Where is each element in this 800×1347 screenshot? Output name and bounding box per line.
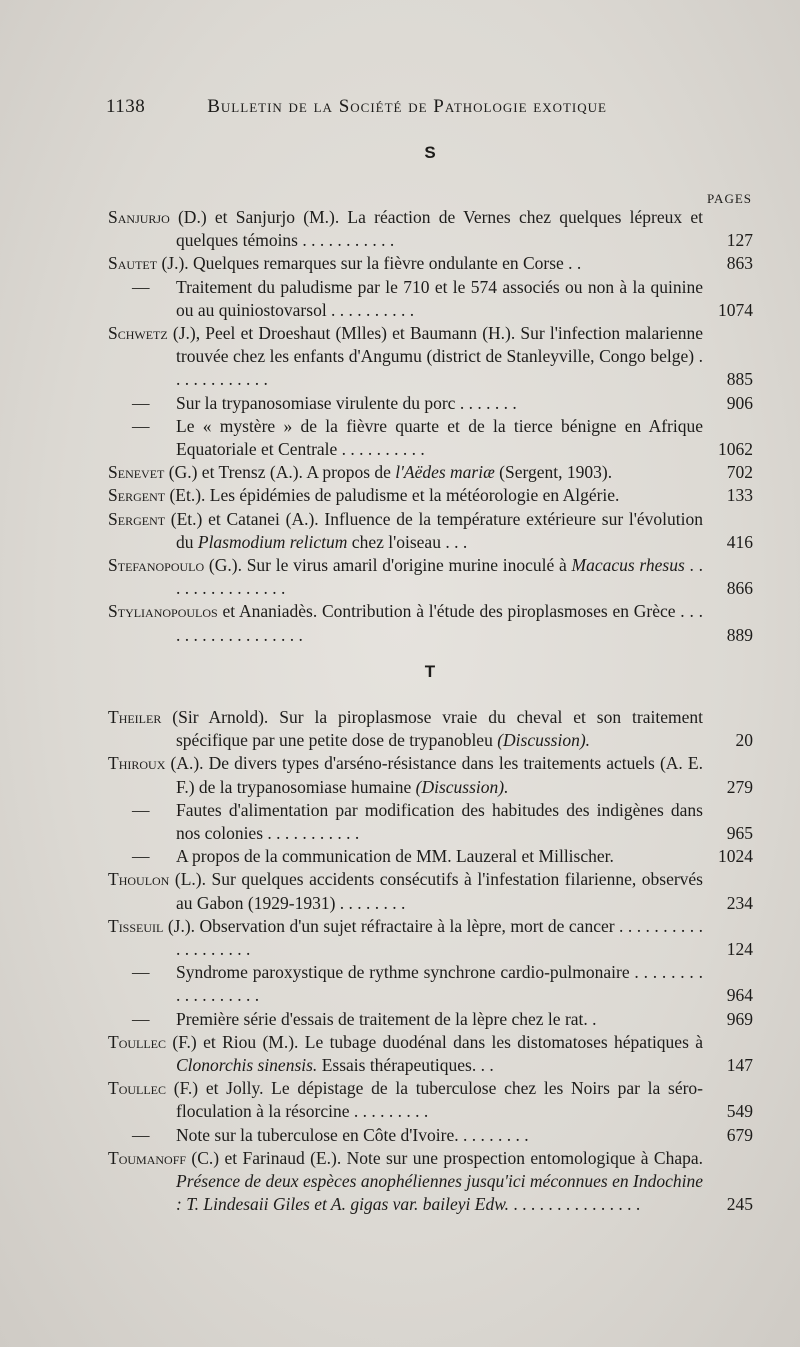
index-entry — [108, 554, 753, 600]
entry-page-number: 906 — [726, 392, 753, 413]
entry-italic-text: Clonorchis sinensis. — [176, 1055, 318, 1076]
entry-page-number: 20 — [735, 730, 753, 751]
entry-text: Syndrome paroxystique de rythme synchrone cardio-pulmonaire . . . . . . . . . . . . . . . . . . — [176, 962, 703, 1006]
index-entry — [108, 845, 753, 868]
entry-page-number: 1074 — [718, 299, 753, 320]
entry-page-number: 147 — [726, 1055, 753, 1076]
entry-page-number: 245 — [726, 1194, 753, 1215]
running-header — [106, 96, 666, 118]
index-entry — [108, 1147, 753, 1217]
entry-author: Theiler — [108, 707, 162, 727]
index-entry — [108, 1077, 753, 1123]
entry-text: (F.) et Jolly. Le dépistage de la tuberculose chez les Noirs par la séro-floculation à la résorcine . . . . . . . . . — [166, 1078, 703, 1122]
entry-page-number: 279 — [726, 776, 753, 797]
entry-text: Le « mystère » de la fièvre quarte et de la tierce bénigne en Afrique Equatoriale et Centrale . . . . . . . . . . — [176, 415, 703, 460]
entry-text: Sur la trypanosomiase virulente du porc . . . . . . . — [176, 392, 517, 413]
index-section-t — [108, 706, 753, 1216]
entry-text: (J.). Quelques remarques sur la fièvre ondulante en Corse . . — [157, 253, 582, 274]
index-entry — [108, 322, 753, 392]
index-entry — [108, 1124, 753, 1147]
entry-text-continued: chez l'oiseau . . . — [347, 531, 468, 552]
entry-text: (A.). De divers types d'arséno-résistance dans les traitements actuels (A. E. F.) de la trypanosomiase humaine — [165, 753, 703, 797]
index-section-s — [108, 206, 753, 647]
entry-page-number: 133 — [726, 485, 753, 506]
ditto-dash: — — [132, 962, 150, 983]
entry-author: Toullec — [108, 1031, 167, 1052]
entry-text: (G.). Sur le virus amaril d'origine murine inoculé à — [204, 555, 572, 576]
entry-page-number: 885 — [726, 369, 753, 390]
entry-text: (Et.). Les épidémies de paludisme et la météorologie en Algérie. — [165, 485, 620, 506]
entry-italic-text: Plasmodium relictum — [197, 531, 348, 552]
entry-author: Tisseuil — [108, 915, 164, 936]
index-entry — [108, 461, 753, 484]
entry-text: (L.). Sur quelques accidents consécutifs à l'infestation filarienne, observés au Gabon (1929-1931) . . . . . . . . — [169, 869, 703, 913]
entry-author: Stylianopoulos — [108, 601, 218, 622]
ditto-dash: — — [132, 415, 150, 436]
entry-text: (J.), Peel et Droeshaut (Mlles) et Baumann (H.). Sur l'infection malarienne trouvée chez les enfants d'Angumu (district de Stanleyville, Congo belge) . . . . . . . . . . . . — [167, 323, 703, 390]
index-entry — [108, 484, 753, 507]
entry-page-number: 1024 — [718, 846, 753, 867]
entry-text: Traitement du paludisme par le 710 et le 574 associés ou non à la quinine ou au quiniostovarsol . . . . . . . . . . — [176, 276, 703, 320]
entry-page-number: 234 — [726, 892, 753, 913]
entry-text: (D.) et Sanjurjo (M.). La réaction de Vernes chez quelques lépreux et quelques témoins . . . . . . . . . . . — [169, 207, 703, 251]
entry-text: Première série d'essais de traitement de la lèpre chez le rat. . — [176, 1008, 597, 1029]
entry-italic-text: Présence de deux espèces anophéliennes jusqu'ici méconnues en Indochine : T. Lindesaii Giles et A. gigas var. baileyi Edw. — [176, 1171, 703, 1215]
index-entry — [108, 752, 753, 798]
entry-author: Schwetz — [108, 323, 168, 344]
entry-page-number: 416 — [726, 531, 753, 552]
entry-page-number: 127 — [726, 230, 753, 251]
entry-page-number: 863 — [726, 253, 753, 274]
entry-text: (Sir Arnold). Sur la piroplasmose vraie du cheval et son traitement spécifique par une petite dose de trypanobleu — [161, 707, 703, 751]
entry-text-continued: Essais thérapeutiques. . . — [317, 1055, 494, 1076]
entry-italic-text: Macacus rhesus — [571, 555, 685, 576]
entry-text: (G.) et Trensz (A.). A propos de — [164, 462, 396, 483]
index-entry — [108, 276, 753, 322]
entry-text: et Ananiadès. Contribution à l'étude des piroplasmoses en Grèce . . . . . . . . . . . . . . . . . . — [176, 601, 703, 645]
index-entry — [108, 392, 753, 415]
index-entry — [108, 252, 753, 275]
index-entry — [108, 206, 753, 252]
section-letter-t: T — [424, 662, 436, 681]
entry-italic-text: (Discussion). — [415, 776, 509, 797]
index-entry — [108, 1031, 753, 1077]
index-entry — [108, 1008, 753, 1031]
entry-page-number: 702 — [726, 462, 753, 483]
entry-page-number: 124 — [726, 939, 753, 960]
entry-author: Toullec — [108, 1078, 167, 1099]
entry-text: (C.) et Farinaud (E.). Note sur une prospection entomologique à Chapa. — [186, 1147, 703, 1168]
entry-italic-text: (Discussion). — [497, 730, 591, 751]
ditto-dash: — — [132, 276, 150, 297]
entry-text-continued: . . . . . . . . . . . . . . . — [508, 1194, 641, 1215]
index-entry — [108, 706, 753, 752]
section-letter-s: S — [424, 143, 436, 162]
entry-author: Stefanopoulo — [108, 555, 205, 576]
index-entry — [108, 415, 753, 461]
entry-author: Sautet — [108, 253, 158, 274]
entry-text-continued: (Sergent, 1903). — [494, 462, 613, 483]
index-entry — [108, 799, 753, 845]
entry-text: A propos de la communication de MM. Lauzeral et Millischer. — [176, 846, 614, 867]
entry-text: (Et.) et Catanei (A.). Influence de la température extérieure sur l'évolution du — [165, 508, 703, 552]
entry-page-number: 866 — [726, 578, 753, 599]
entry-page-number: 889 — [726, 624, 753, 645]
entry-page-number: 679 — [726, 1124, 753, 1145]
entry-author: Thiroux — [108, 753, 166, 774]
entry-text: Fautes d'alimentation par modification des habitudes des indigènes dans nos colonies . . . . . . . . . . . — [176, 799, 703, 844]
index-entry — [108, 600, 753, 646]
index-entry — [108, 915, 753, 961]
entry-text-continued: . . . . . . . . . . . . . . . — [176, 555, 704, 599]
entry-author: Sergent — [108, 485, 166, 506]
ditto-dash: — — [132, 1124, 150, 1145]
page-number: 1138 — [106, 96, 146, 117]
entry-italic-text: l'Aëdes mariæ — [395, 462, 495, 483]
entry-text: Note sur la tuberculose en Côte d'Ivoire. . . . . . . . . — [176, 1124, 529, 1145]
pages-column-label: PAGES — [707, 191, 752, 206]
entry-text: (J.). Observation d'un sujet réfractaire à la lèpre, mort de cancer . . . . . . . . . . . . . . . . . . . — [163, 915, 703, 960]
entry-page-number: 1062 — [718, 439, 753, 460]
ditto-dash: — — [132, 392, 150, 413]
index-entry — [108, 508, 753, 554]
entry-text: (F.) et Riou (M.). Le tubage duodénal dans les distomatoses hépatiques à — [166, 1031, 703, 1052]
index-entry — [108, 961, 753, 1007]
entry-page-number: 964 — [726, 985, 753, 1006]
entry-page-number: 549 — [726, 1101, 753, 1122]
ditto-dash: — — [132, 1008, 150, 1029]
entry-author: Sergent — [108, 508, 166, 529]
entry-author: Thoulon — [108, 869, 170, 890]
entry-page-number: 965 — [726, 823, 753, 844]
ditto-dash: — — [132, 799, 150, 820]
journal-title: Bulletin de la Société de Pathologie exotique — [207, 96, 607, 117]
index-entry — [108, 868, 753, 914]
entry-author: Sanjurjo — [108, 207, 170, 227]
entry-page-number: 969 — [726, 1008, 753, 1029]
entry-author: Senevet — [108, 462, 165, 483]
ditto-dash: — — [132, 846, 150, 867]
entry-author: Toumanoff — [108, 1147, 187, 1168]
